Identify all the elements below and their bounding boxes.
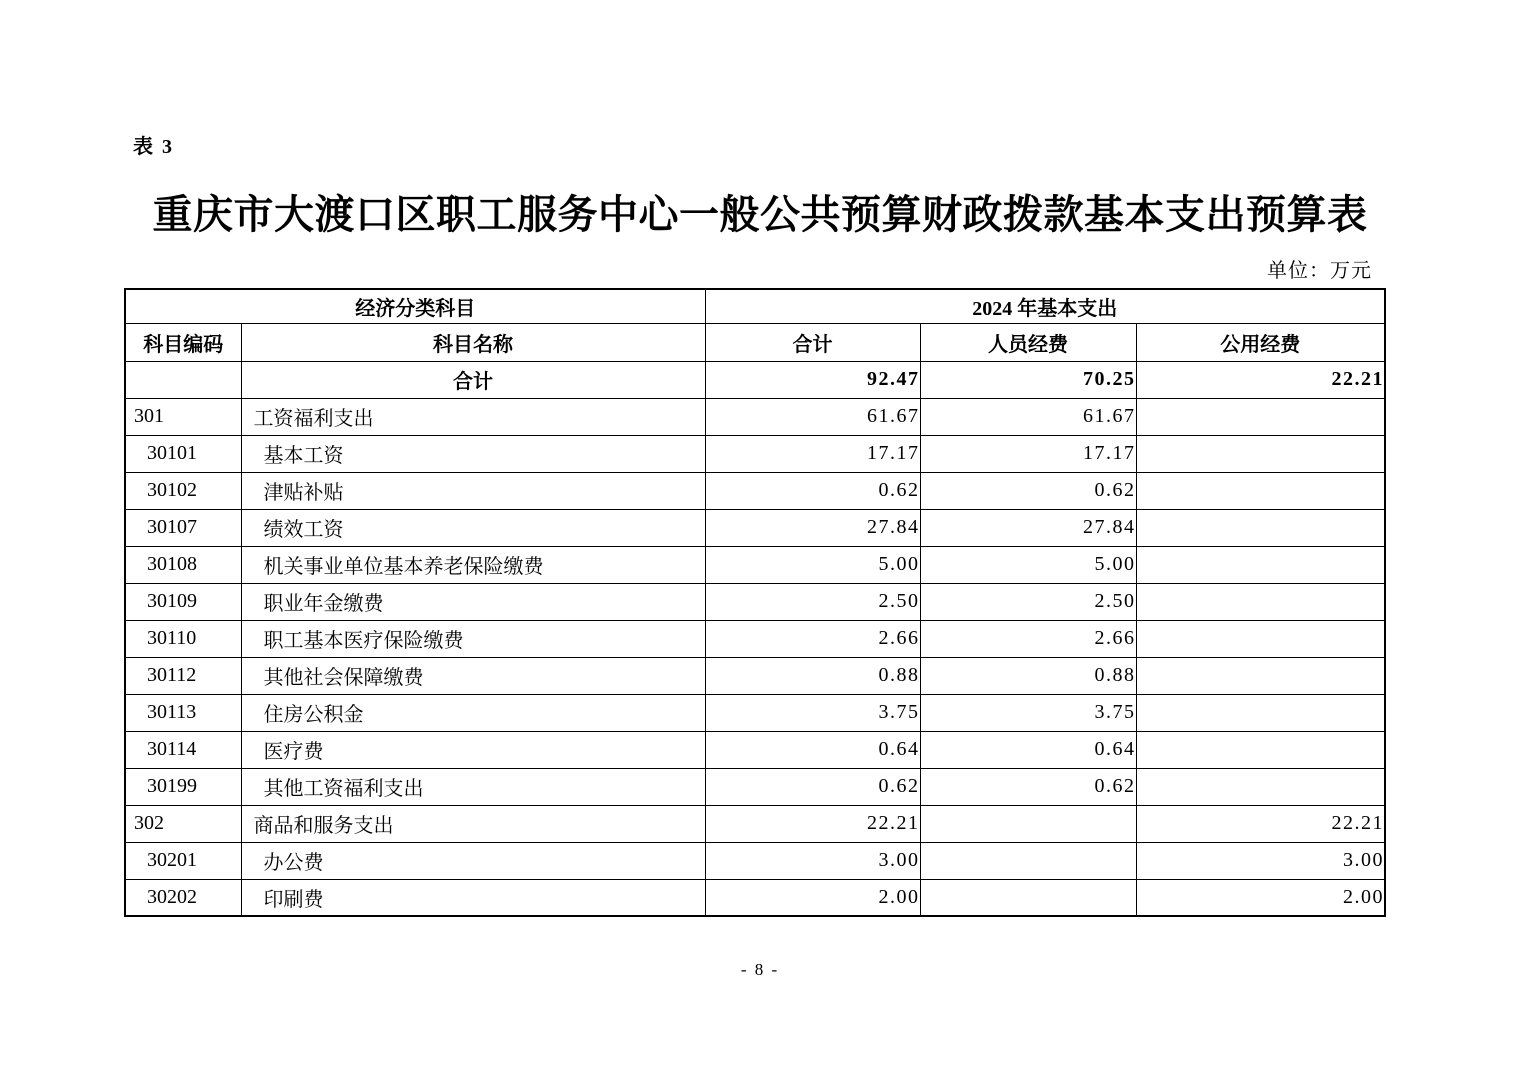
total-cell: 5.00: [705, 546, 920, 583]
personnel-cell: 0.62: [920, 768, 1136, 805]
subject-code-cell: 30110: [125, 620, 241, 657]
personnel-cell: 0.62: [920, 472, 1136, 509]
subject-name-cell: 机关事业单位基本养老保险缴费: [241, 546, 705, 583]
table-row: [125, 694, 1385, 731]
personnel-cell: [920, 805, 1136, 842]
total-cell: 2.50: [705, 583, 920, 620]
public-cell: [1136, 694, 1385, 731]
public-cell: [1136, 583, 1385, 620]
personnel-cell: 27.84: [920, 509, 1136, 546]
public-cell: [1136, 768, 1385, 805]
header-economic-classification: 经济分类科目: [125, 289, 705, 323]
subject-name-cell: 办公费: [241, 842, 705, 879]
subject-name-cell: 住房公积金: [241, 694, 705, 731]
table-row: [125, 805, 1385, 842]
subject-code-cell: 30108: [125, 546, 241, 583]
subject-name-cell: 职工基本医疗保险缴费: [241, 620, 705, 657]
total-cell: 0.64: [705, 731, 920, 768]
table-row: [125, 657, 1385, 694]
public-cell: [1136, 620, 1385, 657]
subject-name-cell: 合计: [241, 361, 705, 398]
personnel-cell: 2.50: [920, 583, 1136, 620]
public-cell: 2.00: [1136, 879, 1385, 916]
public-cell: 22.21: [1136, 805, 1385, 842]
subject-name-cell: 工资福利支出: [241, 398, 705, 435]
subject-code-cell: 301: [125, 398, 241, 435]
public-cell: [1136, 472, 1385, 509]
header-total: 合计: [705, 323, 920, 361]
public-cell: 22.21: [1136, 361, 1385, 398]
header-group-row: [125, 289, 1385, 323]
total-cell: 2.00: [705, 879, 920, 916]
subject-name-cell: 基本工资: [241, 435, 705, 472]
table-row: [125, 546, 1385, 583]
personnel-cell: 5.00: [920, 546, 1136, 583]
page-number: - 8 -: [740, 960, 780, 979]
subject-code-cell: 30202: [125, 879, 241, 916]
subject-name-cell: 医疗费: [241, 731, 705, 768]
header-subject-code: 科目编码: [125, 323, 241, 361]
total-cell: 17.17: [705, 435, 920, 472]
subject-code-cell: 30113: [125, 694, 241, 731]
subject-name-cell: 津贴补贴: [241, 472, 705, 509]
subject-code-cell: 30107: [125, 509, 241, 546]
subject-code-cell: 30199: [125, 768, 241, 805]
unit-note: 单位：万元: [1267, 260, 1372, 282]
subject-code-cell: 30101: [125, 435, 241, 472]
table-row: [125, 879, 1385, 916]
table-row: [125, 361, 1385, 398]
total-cell: 0.88: [705, 657, 920, 694]
total-cell: 0.62: [705, 768, 920, 805]
personnel-cell: [920, 879, 1136, 916]
subject-code-cell: 30201: [125, 842, 241, 879]
total-cell: 22.21: [705, 805, 920, 842]
total-cell: 61.67: [705, 398, 920, 435]
header-public-funds: 公用经费: [1136, 323, 1385, 361]
header-subject-name: 科目名称: [241, 323, 705, 361]
document-title: 重庆市大渡口区职工服务中心一般公共预算财政拨款基本支出预算表: [152, 192, 1368, 237]
table-row: [125, 768, 1385, 805]
subject-code-cell: 30112: [125, 657, 241, 694]
personnel-cell: 70.25: [920, 361, 1136, 398]
budget-table: [124, 288, 1386, 917]
subject-name-cell: 商品和服务支出: [241, 805, 705, 842]
personnel-cell: 2.66: [920, 620, 1136, 657]
personnel-cell: 17.17: [920, 435, 1136, 472]
public-cell: [1136, 509, 1385, 546]
table-row: [125, 620, 1385, 657]
subject-code-cell: 30102: [125, 472, 241, 509]
public-cell: [1136, 398, 1385, 435]
public-cell: [1136, 546, 1385, 583]
personnel-cell: 0.88: [920, 657, 1136, 694]
subject-name-cell: 印刷费: [241, 879, 705, 916]
subject-name-cell: 职业年金缴费: [241, 583, 705, 620]
personnel-cell: 61.67: [920, 398, 1136, 435]
total-cell: 3.00: [705, 842, 920, 879]
total-cell: 92.47: [705, 361, 920, 398]
personnel-cell: [920, 842, 1136, 879]
table-row: [125, 472, 1385, 509]
personnel-cell: 0.64: [920, 731, 1136, 768]
subject-code-cell: 30109: [125, 583, 241, 620]
subject-name-cell: 绩效工资: [241, 509, 705, 546]
personnel-cell: 3.75: [920, 694, 1136, 731]
subject-name-cell: 其他工资福利支出: [241, 768, 705, 805]
total-cell: 2.66: [705, 620, 920, 657]
subject-code-cell: [125, 361, 241, 398]
table-number-label: 表 3: [133, 136, 174, 158]
total-cell: 0.62: [705, 472, 920, 509]
subject-name-cell: 其他社会保障缴费: [241, 657, 705, 694]
table-row: [125, 842, 1385, 879]
public-cell: [1136, 435, 1385, 472]
table-row: [125, 583, 1385, 620]
table-row: [125, 435, 1385, 472]
subject-code-cell: 30114: [125, 731, 241, 768]
total-cell: 3.75: [705, 694, 920, 731]
header-2024-basic-expenditure: 2024 年基本支出: [705, 289, 1385, 323]
total-cell: 27.84: [705, 509, 920, 546]
table-row: [125, 398, 1385, 435]
header-personnel-funds: 人员经费: [920, 323, 1136, 361]
public-cell: [1136, 657, 1385, 694]
subject-code-cell: 302: [125, 805, 241, 842]
header-columns-row: [125, 323, 1385, 361]
table-row: [125, 731, 1385, 768]
public-cell: [1136, 731, 1385, 768]
public-cell: 3.00: [1136, 842, 1385, 879]
table-row: [125, 509, 1385, 546]
